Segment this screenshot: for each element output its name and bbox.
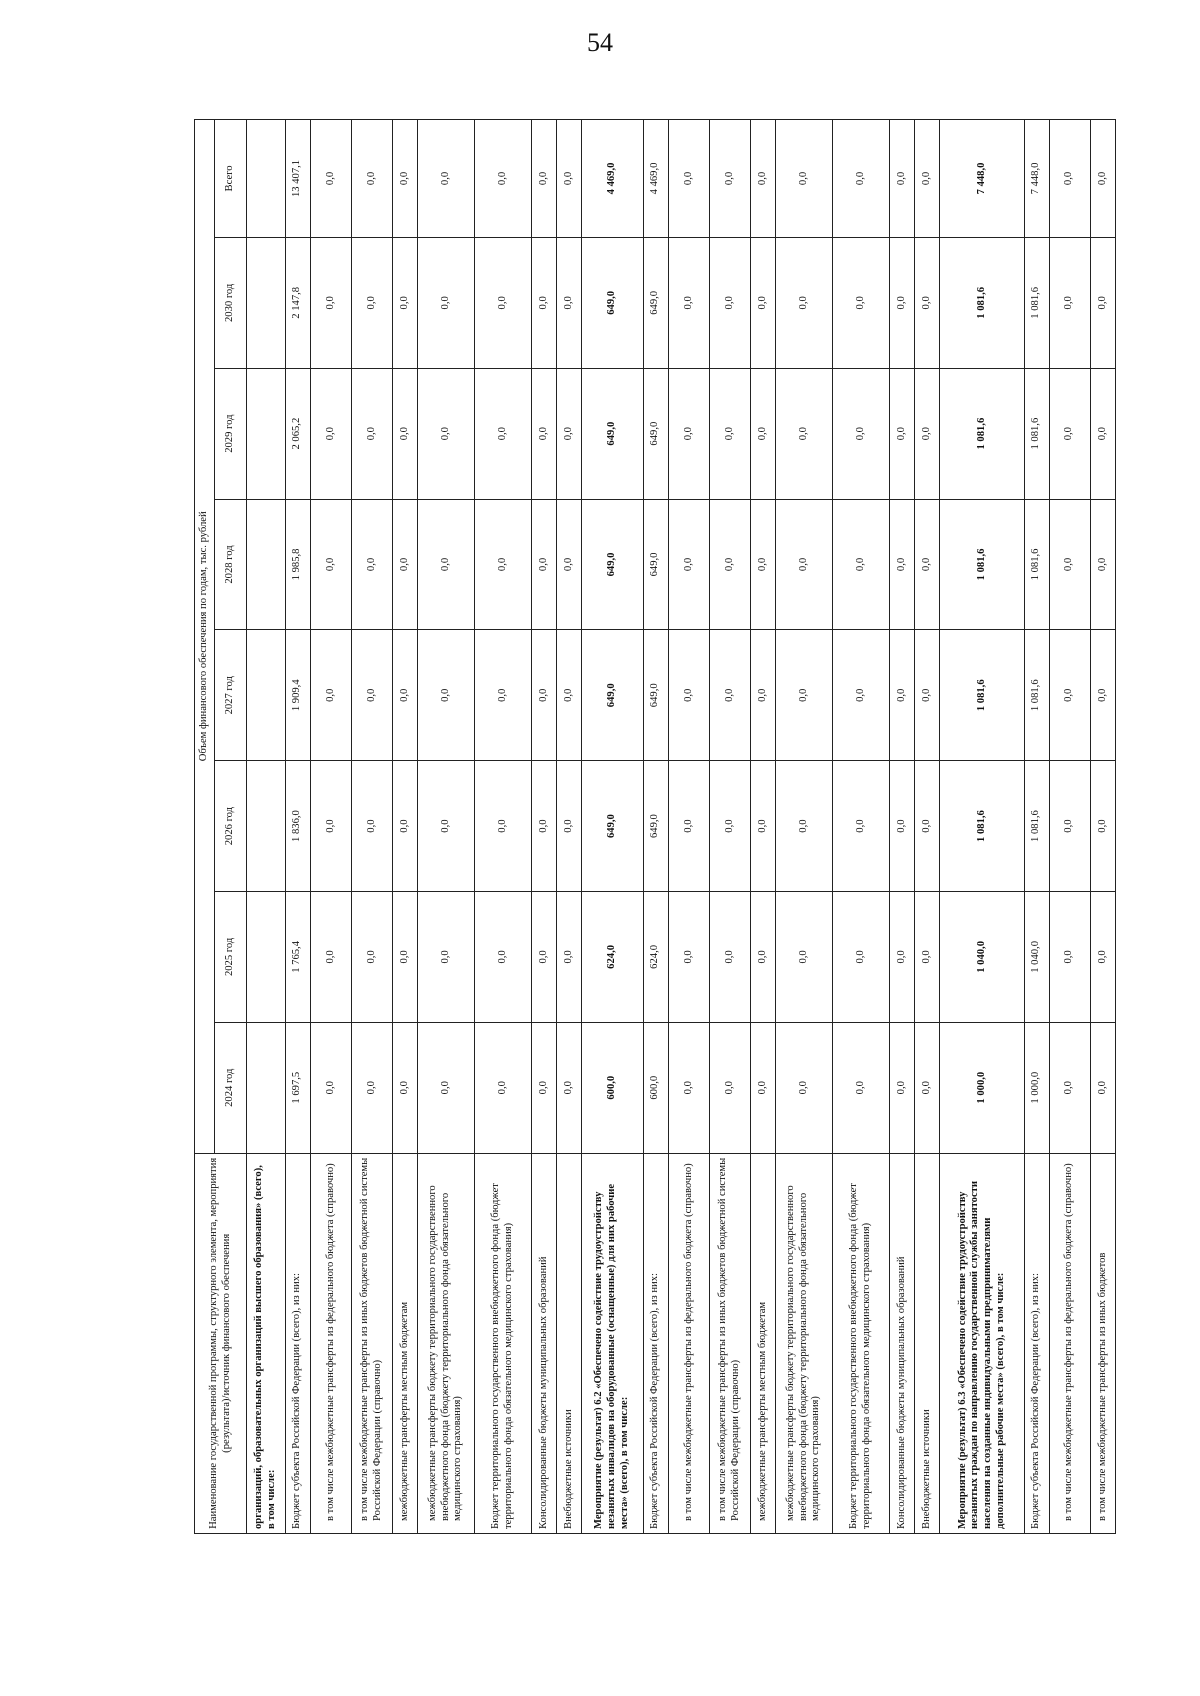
value-cell: 1 000,0 (940, 1022, 1024, 1153)
row-label: межбюджетные трансферты местным бюджетам (750, 1153, 775, 1533)
value-cell: 0,0 (915, 120, 940, 238)
value-cell: 0,0 (915, 237, 940, 368)
value-cell: 649,0 (582, 499, 644, 630)
value-cell: 0,0 (351, 630, 392, 761)
value-cell: 1 040,0 (940, 891, 1024, 1022)
row-label: в том числе межбюджетные трансферты из федерального бюджета (справочно) (1049, 1153, 1090, 1533)
value-cell: 0,0 (392, 761, 417, 892)
value-cell: 0,0 (475, 1022, 532, 1153)
value-cell: 0,0 (557, 630, 582, 761)
value-cell: 0,0 (833, 630, 890, 761)
header-year: 2028 год (215, 499, 247, 630)
value-cell: 0,0 (475, 630, 532, 761)
value-cell: 0,0 (475, 237, 532, 368)
header-year: 2025 год (215, 891, 247, 1022)
value-cell: 0,0 (890, 630, 915, 761)
value-cell: 0,0 (351, 237, 392, 368)
value-cell: 0,0 (557, 368, 582, 499)
value-cell: 0,0 (750, 761, 775, 892)
value-cell: 0,0 (750, 499, 775, 630)
value-cell: 0,0 (709, 761, 750, 892)
value-cell: 0,0 (351, 499, 392, 630)
value-cell: 0,0 (776, 368, 833, 499)
value-cell: 2 065,2 (285, 368, 310, 499)
value-cell: 0,0 (668, 630, 709, 761)
value-cell: 1 081,6 (1024, 499, 1049, 630)
value-cell: 0,0 (915, 499, 940, 630)
value-cell: 0,0 (833, 891, 890, 1022)
value-cell: 0,0 (915, 368, 940, 499)
value-cell: 1 765,4 (285, 891, 310, 1022)
value-cell: 0,0 (668, 237, 709, 368)
value-cell: 7 448,0 (1024, 120, 1049, 238)
row-label: Бюджет субъекта Российской Федерации (всего), из них: (285, 1153, 310, 1533)
value-cell: 0,0 (750, 891, 775, 1022)
row-label: Внебюджетные источники (557, 1153, 582, 1533)
value-cell: 0,0 (890, 368, 915, 499)
value-cell: 0,0 (1090, 368, 1115, 499)
value-cell: 0,0 (1049, 1022, 1090, 1153)
value-cell: 0,0 (668, 499, 709, 630)
value-cell: 0,0 (1090, 120, 1115, 238)
value-cell: 0,0 (310, 630, 351, 761)
table-row (668, 120, 709, 1534)
value-cell: 0,0 (750, 120, 775, 238)
value-cell: 0,0 (310, 120, 351, 238)
value-cell: 649,0 (582, 237, 644, 368)
value-cell: 0,0 (392, 120, 417, 238)
table-row (940, 120, 1024, 1534)
value-cell: 649,0 (643, 499, 668, 630)
table-row (1090, 120, 1115, 1534)
value-cell: 0,0 (557, 499, 582, 630)
value-cell: 13 407,1 (285, 120, 310, 238)
value-cell: 0,0 (668, 120, 709, 238)
value-cell: 0,0 (310, 499, 351, 630)
value-cell: 0,0 (776, 1022, 833, 1153)
value-cell: 624,0 (582, 891, 644, 1022)
value-cell: 4 469,0 (643, 120, 668, 238)
value-cell: 0,0 (776, 891, 833, 1022)
value-cell: 1 697,5 (285, 1022, 310, 1153)
value-cell: 0,0 (709, 237, 750, 368)
value-cell: 0,0 (776, 630, 833, 761)
value-cell: 0,0 (532, 891, 557, 1022)
table-row (582, 120, 644, 1534)
value-cell: 1 836,0 (285, 761, 310, 892)
value-cell: 0,0 (1090, 237, 1115, 368)
value-cell: 0,0 (1090, 1022, 1115, 1153)
value-cell: 649,0 (582, 368, 644, 499)
value-cell: 0,0 (532, 120, 557, 238)
value-cell: 600,0 (643, 1022, 668, 1153)
page-number: 54 (587, 28, 613, 57)
header-name-column: Наименование государственной программы, структурного элемента, мероприятия (результата)/источник финансового обеспечения (195, 1153, 247, 1533)
value-cell: 0,0 (557, 120, 582, 238)
value-cell: 0,0 (890, 237, 915, 368)
header-year: 2029 год (215, 368, 247, 499)
value-cell: 0,0 (833, 1022, 890, 1153)
value-cell: 0,0 (1049, 891, 1090, 1022)
value-cell: 0,0 (418, 120, 475, 238)
header-year: 2027 год (215, 630, 247, 761)
value-cell (247, 237, 286, 368)
value-cell: 0,0 (557, 891, 582, 1022)
value-cell: 0,0 (890, 891, 915, 1022)
value-cell: 0,0 (833, 120, 890, 238)
value-cell: 0,0 (392, 630, 417, 761)
value-cell: 0,0 (418, 630, 475, 761)
row-label: Консолидированные бюджеты муниципальных образований (532, 1153, 557, 1533)
value-cell: 1 000,0 (1024, 1022, 1049, 1153)
value-cell: 0,0 (351, 761, 392, 892)
row-label: межбюджетные трансферты бюджету территориального государственного внебюджетного фонда (бюджету территориального фонда обязательного медицинского страхования) (776, 1153, 833, 1533)
header-year: Всего (215, 120, 247, 238)
value-cell: 1 081,6 (940, 630, 1024, 761)
value-cell: 0,0 (709, 499, 750, 630)
value-cell: 1 081,6 (940, 499, 1024, 630)
rotated-table-container (194, 119, 1116, 1534)
financing-table (194, 119, 1116, 1534)
value-cell: 0,0 (668, 368, 709, 499)
table-row (833, 120, 890, 1534)
value-cell: 2 147,8 (285, 237, 310, 368)
row-label: межбюджетные трансферты местным бюджетам (392, 1153, 417, 1533)
value-cell: 0,0 (668, 1022, 709, 1153)
value-cell: 1 081,6 (940, 761, 1024, 892)
value-cell: 0,0 (310, 891, 351, 1022)
value-cell: 0,0 (557, 237, 582, 368)
value-cell: 0,0 (351, 891, 392, 1022)
header-year: 2024 год (215, 1022, 247, 1153)
value-cell (247, 630, 286, 761)
row-label: межбюджетные трансферты бюджету территориального государственного внебюджетного фонда (бюджету территориального фонда обязательного медицинского страхования) (418, 1153, 475, 1533)
value-cell: 0,0 (392, 237, 417, 368)
value-cell: 0,0 (418, 891, 475, 1022)
table-row (351, 120, 392, 1534)
value-cell: 1 985,8 (285, 499, 310, 630)
value-cell: 0,0 (668, 891, 709, 1022)
value-cell: 0,0 (1049, 368, 1090, 499)
row-label: Бюджет территориального государственного внебюджетного фонда (бюджет территориального фонда обязательного медицинского страхования) (475, 1153, 532, 1533)
value-cell: 0,0 (915, 761, 940, 892)
table-row (475, 120, 532, 1534)
value-cell: 0,0 (310, 368, 351, 499)
row-label: в том числе межбюджетные трансферты из федерального бюджета (справочно) (668, 1153, 709, 1533)
value-cell (247, 499, 286, 630)
value-cell (247, 761, 286, 892)
value-cell (247, 120, 286, 238)
value-cell: 0,0 (890, 499, 915, 630)
table-row (776, 120, 833, 1534)
value-cell: 649,0 (643, 237, 668, 368)
value-cell (247, 368, 286, 499)
value-cell: 0,0 (890, 120, 915, 238)
value-cell: 0,0 (392, 891, 417, 1022)
row-label: Внебюджетные источники (915, 1153, 940, 1533)
value-cell: 0,0 (475, 368, 532, 499)
value-cell: 0,0 (351, 120, 392, 238)
value-cell: 0,0 (475, 120, 532, 238)
value-cell: 0,0 (833, 499, 890, 630)
value-cell: 0,0 (418, 1022, 475, 1153)
table-row (643, 120, 668, 1534)
row-label: Бюджет субъекта Российской Федерации (всего), из них: (1024, 1153, 1049, 1533)
value-cell: 0,0 (418, 761, 475, 892)
value-cell: 1 081,6 (1024, 237, 1049, 368)
value-cell: 0,0 (1090, 761, 1115, 892)
value-cell: 1 081,6 (1024, 761, 1049, 892)
row-label: в том числе межбюджетные трансферты из иных бюджетов бюджетной системы Российской Федерации (справочно) (351, 1153, 392, 1533)
header-financing-group: Объем финансового обеспечения по годам, тыс. рублей (195, 120, 215, 1154)
value-cell: 0,0 (776, 120, 833, 238)
value-cell: 0,0 (475, 499, 532, 630)
value-cell: 0,0 (475, 891, 532, 1022)
value-cell: 0,0 (1090, 499, 1115, 630)
table-row (709, 120, 750, 1534)
table-row (418, 120, 475, 1534)
value-cell: 0,0 (915, 630, 940, 761)
value-cell: 4 469,0 (582, 120, 644, 238)
row-label: в том числе межбюджетные трансферты из иных бюджетов бюджетной системы Российской Федерации (справочно) (709, 1153, 750, 1533)
value-cell: 0,0 (890, 761, 915, 892)
table-row (890, 120, 915, 1534)
value-cell: 0,0 (532, 1022, 557, 1153)
row-label: организаций, образовательных организаций высшего образования» (всего), в том числе: (247, 1153, 286, 1533)
value-cell: 649,0 (643, 761, 668, 892)
row-label: Бюджет территориального государственного внебюджетного фонда (бюджет территориального фонда обязательного медицинского страхования) (833, 1153, 890, 1533)
value-cell: 0,0 (833, 368, 890, 499)
value-cell: 0,0 (557, 761, 582, 892)
table-row (310, 120, 351, 1534)
row-label: Консолидированные бюджеты муниципальных образований (890, 1153, 915, 1533)
value-cell: 649,0 (582, 761, 644, 892)
value-cell: 1 040,0 (1024, 891, 1049, 1022)
value-cell: 0,0 (1090, 891, 1115, 1022)
table-row (915, 120, 940, 1534)
value-cell: 0,0 (1049, 761, 1090, 892)
table-row (750, 120, 775, 1534)
row-label: в том числе межбюджетные трансферты из иных бюджетов (1090, 1153, 1115, 1533)
value-cell: 0,0 (776, 761, 833, 892)
value-cell: 0,0 (776, 499, 833, 630)
value-cell: 0,0 (709, 1022, 750, 1153)
value-cell: 0,0 (557, 1022, 582, 1153)
value-cell: 0,0 (833, 237, 890, 368)
value-cell: 624,0 (643, 891, 668, 1022)
value-cell: 0,0 (1049, 630, 1090, 761)
value-cell: 0,0 (709, 891, 750, 1022)
value-cell: 1 081,6 (1024, 368, 1049, 499)
table-row (557, 120, 582, 1534)
value-cell: 0,0 (833, 761, 890, 892)
value-cell: 0,0 (750, 630, 775, 761)
value-cell: 0,0 (351, 368, 392, 499)
value-cell: 0,0 (668, 761, 709, 892)
table-row (247, 120, 286, 1534)
value-cell (247, 891, 286, 1022)
value-cell: 0,0 (532, 761, 557, 892)
value-cell: 0,0 (532, 630, 557, 761)
value-cell: 1 081,6 (1024, 630, 1049, 761)
row-label: Мероприятие (результат) 6.3 «Обеспечено содействие трудоустройству незанятых граждан по направлению государственной службы занятости населения на созданные индивидуальными предпринимателями дополнительные рабочие места» (всего), в том числе: (940, 1153, 1024, 1533)
row-label: Бюджет субъекта Российской Федерации (всего), из них: (643, 1153, 668, 1533)
value-cell: 0,0 (532, 368, 557, 499)
value-cell: 0,0 (392, 368, 417, 499)
value-cell: 0,0 (750, 237, 775, 368)
value-cell: 7 448,0 (940, 120, 1024, 238)
table-row (392, 120, 417, 1534)
value-cell: 1 081,6 (940, 368, 1024, 499)
value-cell: 0,0 (475, 761, 532, 892)
value-cell: 600,0 (582, 1022, 644, 1153)
header-year: 2030 год (215, 237, 247, 368)
value-cell: 0,0 (709, 368, 750, 499)
value-cell: 0,0 (392, 499, 417, 630)
value-cell: 0,0 (890, 1022, 915, 1153)
value-cell: 0,0 (418, 237, 475, 368)
value-cell: 0,0 (532, 237, 557, 368)
header-year: 2026 год (215, 761, 247, 892)
value-cell: 1 909,4 (285, 630, 310, 761)
value-cell: 649,0 (643, 630, 668, 761)
value-cell: 649,0 (643, 368, 668, 499)
value-cell: 0,0 (392, 1022, 417, 1153)
table-row (1049, 120, 1090, 1534)
value-cell: 0,0 (310, 237, 351, 368)
value-cell: 0,0 (310, 761, 351, 892)
table-row (1024, 120, 1049, 1534)
value-cell: 0,0 (418, 368, 475, 499)
value-cell: 0,0 (750, 368, 775, 499)
value-cell: 0,0 (915, 891, 940, 1022)
value-cell: 0,0 (915, 1022, 940, 1153)
value-cell: 1 081,6 (940, 237, 1024, 368)
value-cell: 0,0 (709, 630, 750, 761)
row-label: в том числе межбюджетные трансферты из федерального бюджета (справочно) (310, 1153, 351, 1533)
value-cell: 0,0 (750, 1022, 775, 1153)
value-cell: 649,0 (582, 630, 644, 761)
value-cell: 0,0 (709, 120, 750, 238)
value-cell: 0,0 (532, 499, 557, 630)
value-cell: 0,0 (1049, 499, 1090, 630)
value-cell: 0,0 (1049, 237, 1090, 368)
table-row (285, 120, 310, 1534)
value-cell: 0,0 (1090, 630, 1115, 761)
value-cell: 0,0 (351, 1022, 392, 1153)
value-cell (247, 1022, 286, 1153)
value-cell: 0,0 (776, 237, 833, 368)
value-cell: 0,0 (310, 1022, 351, 1153)
table-row (532, 120, 557, 1534)
value-cell: 0,0 (1049, 120, 1090, 238)
value-cell: 0,0 (418, 499, 475, 630)
row-label: Мероприятие (результат) 6.2 «Обеспечено содействие трудоустройству незанятых инвалидов на оборудованные (оснащенные) для них рабочие места» (всего), в том числе: (582, 1153, 644, 1533)
